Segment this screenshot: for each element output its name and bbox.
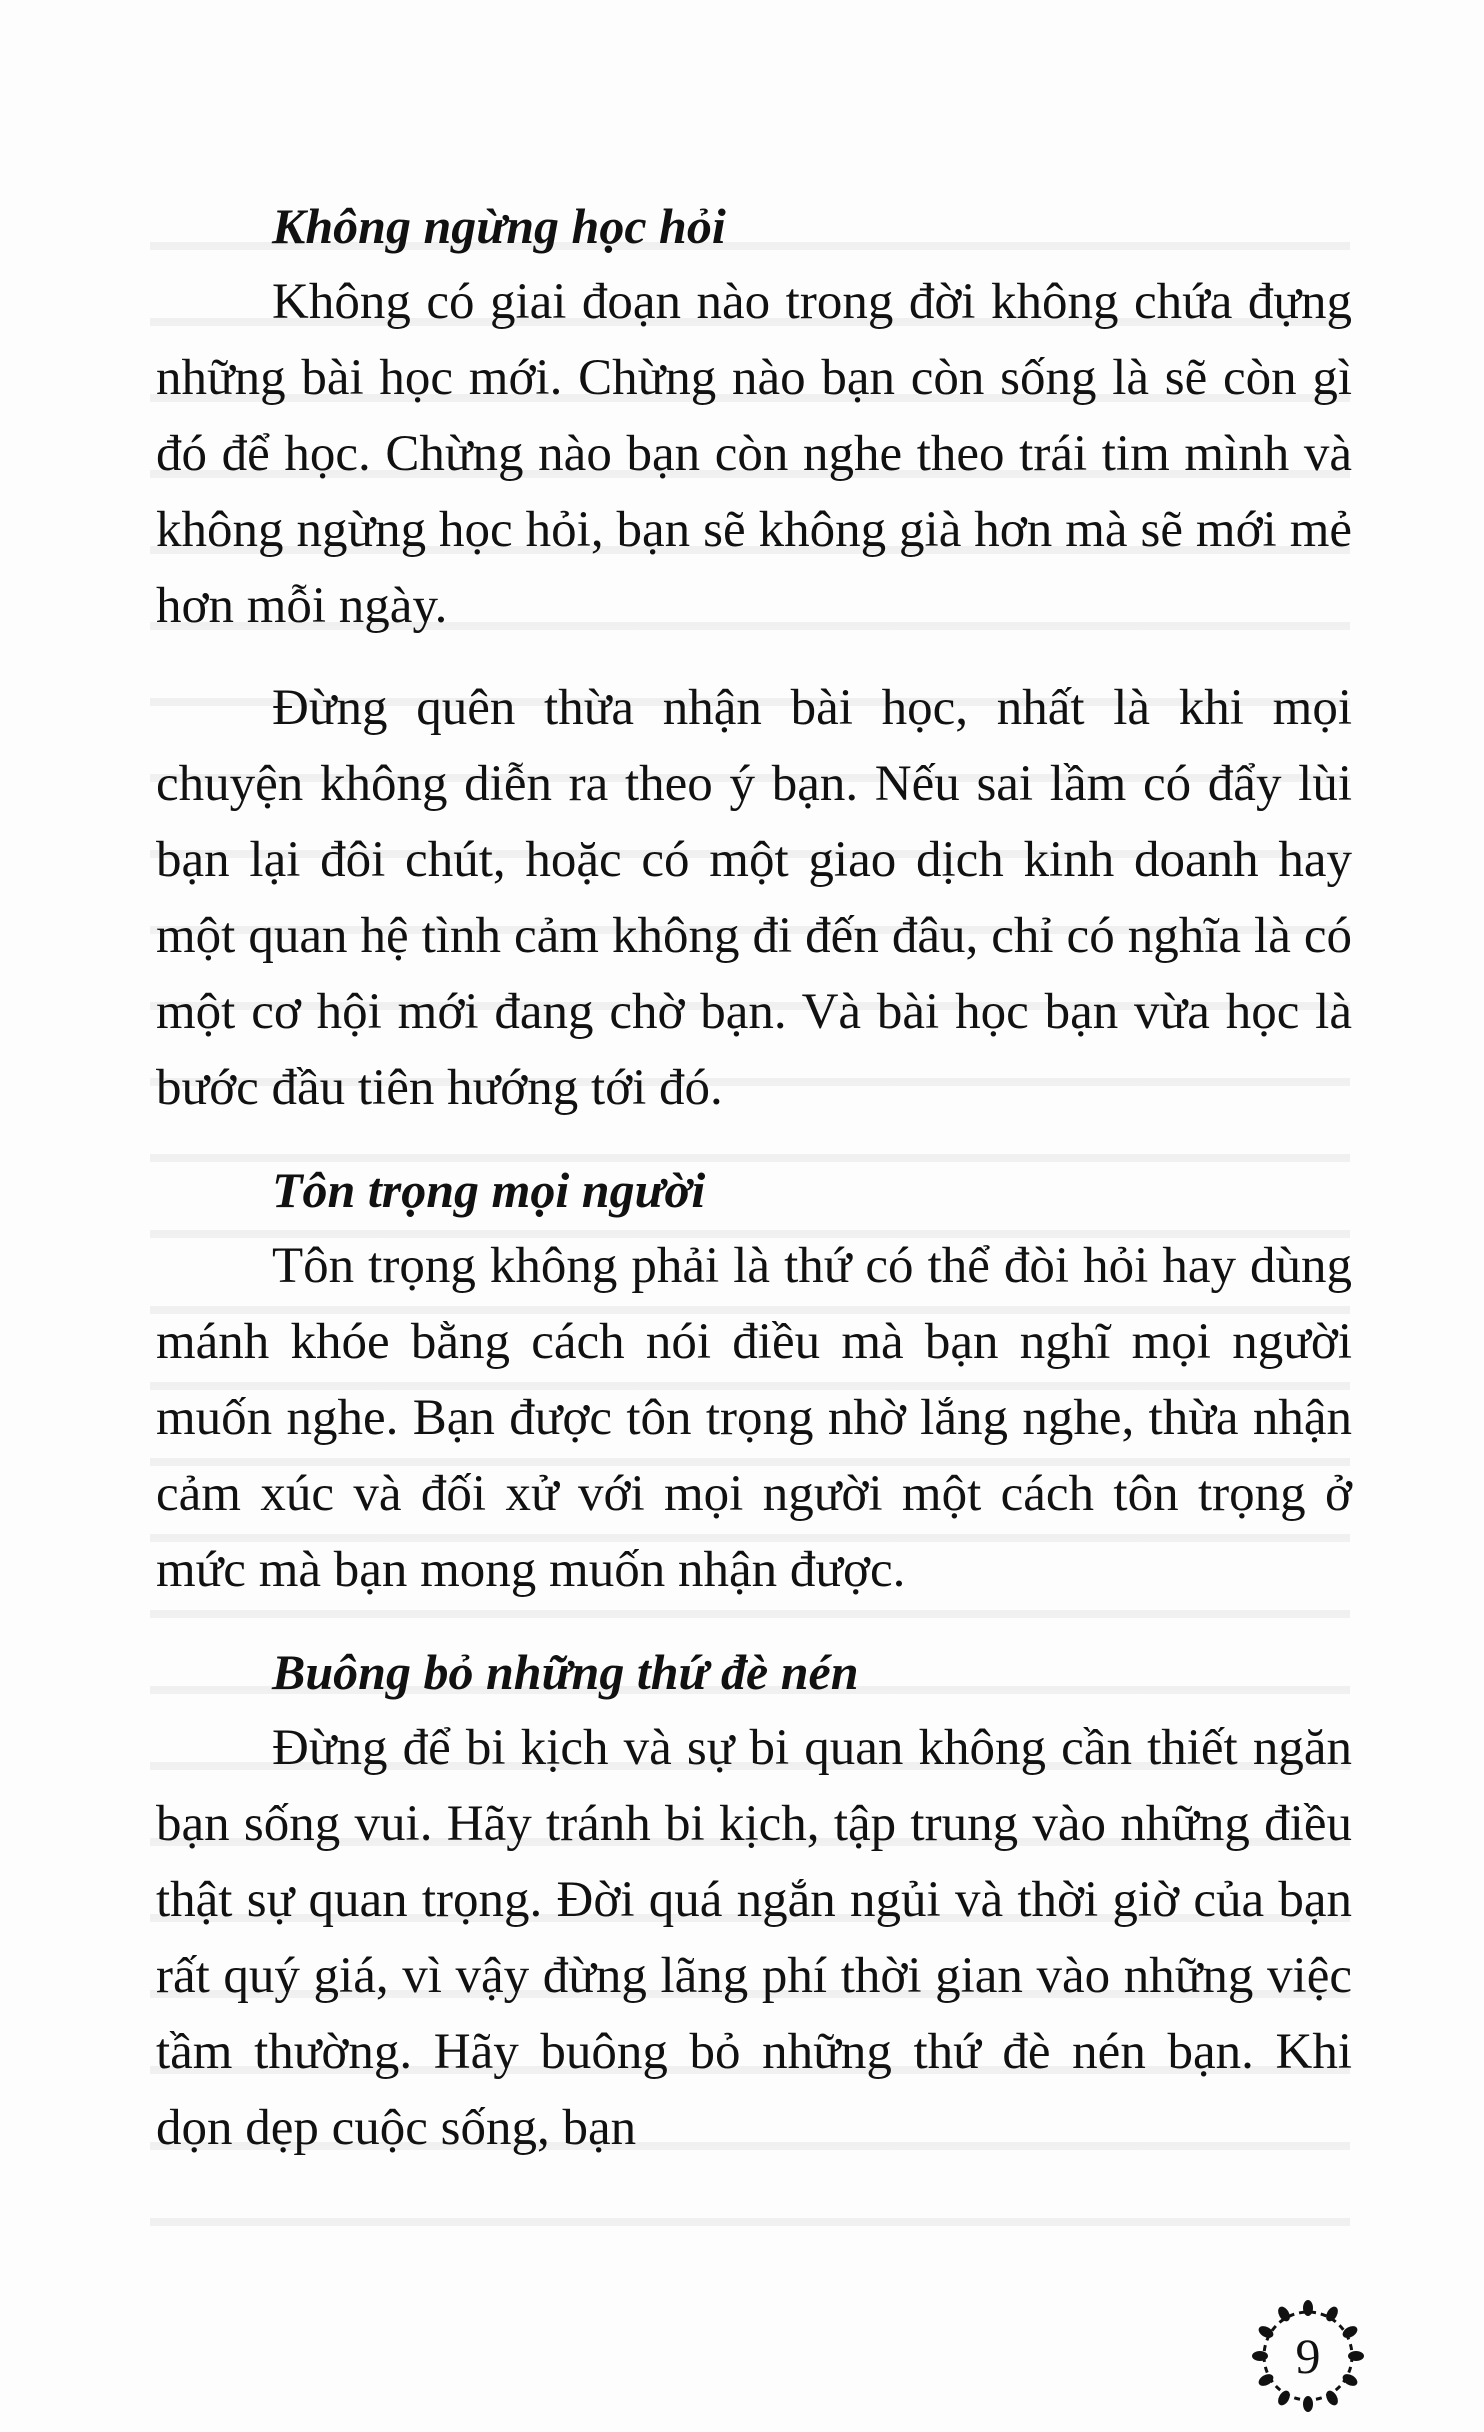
section-heading-respect: Tôn trọng mọi người: [272, 1162, 706, 1218]
page-number: 9: [1295, 2328, 1321, 2384]
paragraph: Đừng quên thừa nhận bài học, nhất là khi mọi chuyện không diễn ra theo ý bạn. Nếu sai lầm có đẩy lùi bạn lại đôi chút, hoặc có một giao dịch kinh doanh hay một quan hệ tình cảm không đi đến đâu, chỉ có nghĩa là có một cơ hội mới đang chờ bạn. Và bài học bạn vừa học là bước đầu tiên hướng tới đó.: [156, 680, 1352, 1116]
section-heading-let-go: Buông bỏ những thứ đè nén: [272, 1644, 859, 1700]
page-number-badge: [1248, 2296, 1368, 2416]
section-heading-learning: Không ngừng học hỏi: [272, 198, 726, 254]
page-body: [156, 188, 1352, 2166]
paragraph: Không có giai đoạn nào trong đời không chứa đựng những bài học mới. Chừng nào bạn còn sống là sẽ còn gì đó để học. Chừng nào bạn còn nghe theo trái tim mình và không ngừng học hỏi, bạn sẽ không già hơn mà sẽ mới mẻ hơn mỗi ngày.: [156, 274, 1352, 634]
paragraph: Tôn trọng không phải là thứ có thể đòi hỏi hay dùng mánh khóe bằng cách nói điều mà bạn nghĩ mọi người muốn nghe. Bạn được tôn trọng nhờ lắng nghe, thừa nhận cảm xúc và đối xử với mọi người một cách tôn trọng ở mức mà bạn mong muốn nhận được.: [156, 1238, 1352, 1598]
paragraph: Đừng để bi kịch và sự bi quan không cần thiết ngăn bạn sống vui. Hãy tránh bi kịch, tập trung vào những điều thật sự quan trọng. Đời quá ngắn ngủi và thời giờ của bạn rất quý giá, vì vậy đừng lãng phí thời gian vào những việc tầm thường. Hãy buông bỏ những thứ đè nén bạn. Khi dọn dẹp cuộc sống, bạn: [156, 1720, 1352, 2156]
